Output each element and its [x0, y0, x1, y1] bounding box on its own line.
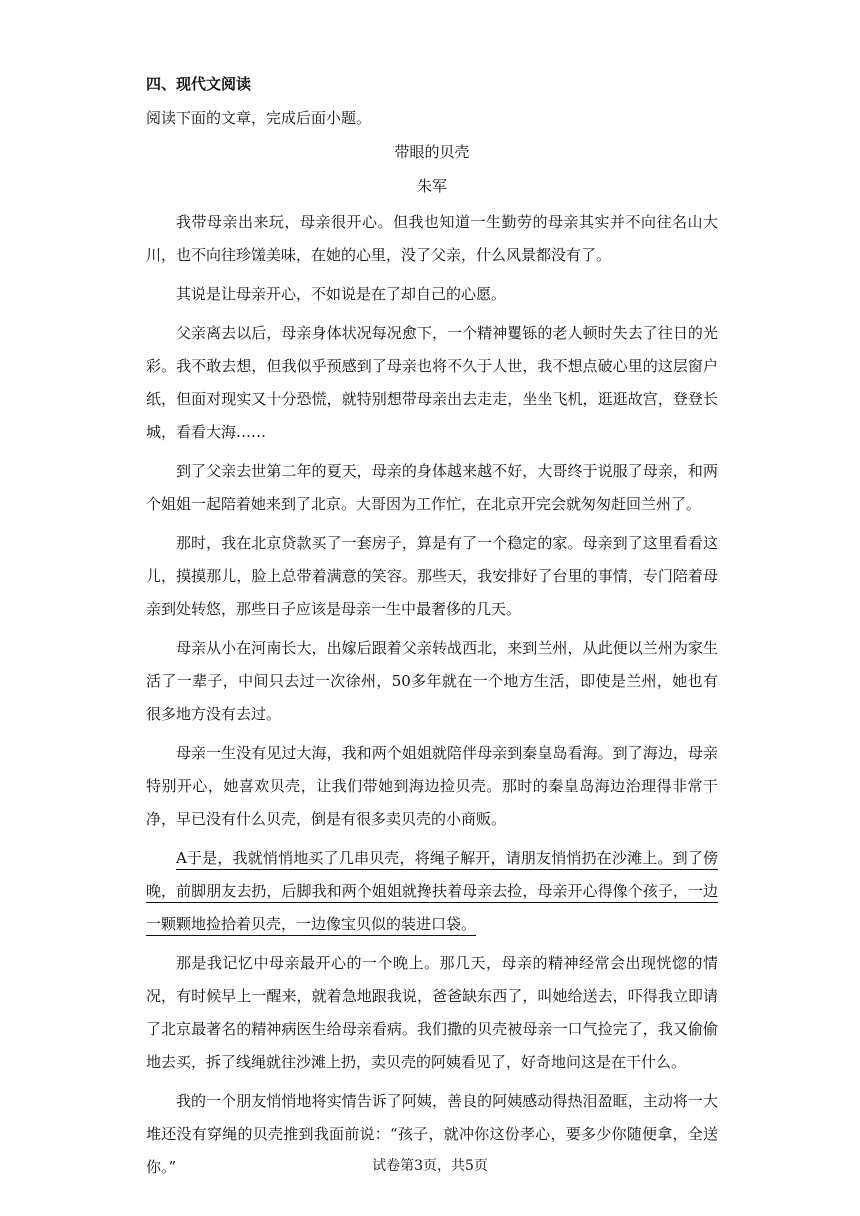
article-paragraph-2: 其说是让母亲开心，不如说是在了却自己的心愿。	[176, 285, 507, 303]
section-title: 四、现代文阅读	[146, 75, 252, 93]
article-paragraph-9: 那是我记忆中母亲最开心的一个晚上。那几天，母亲的精神经常会出现恍惚的情况，有时候早上一醒来，就着急地跟我说，爸爸缺东西了，叫她给送去，吓得我立即请了北京最著名的精神病医生给母亲看病。我们撒的贝壳被母亲一口气捡完了，我又偷偷地去买，拆了线绳就往沙滩上扔，卖贝壳的阿姨看见了，好奇地问这是在干什么。	[146, 954, 718, 1071]
article-paragraph-4: 到了父亲去世第二年的夏天，母亲的身体越来越不好，大哥终于说服了母亲，和两个姐姐一起陪着她来到了北京。大哥因为工作忙，在北京开完会就匆匆赶回兰州了。	[146, 462, 718, 513]
article-paragraph-7: 母亲一生没有见过大海，我和两个姐姐就陪伴母亲到秦皇岛看海。到了海边，母亲特别开心，她喜欢贝壳，让我们带她到海边捡贝壳。那时的秦皇岛海边治理得非常干净，早已没有什么贝壳，倒是有很多卖贝壳的小商贩。	[146, 744, 718, 828]
article-paragraph-10: 我的一个朋友悄悄地将实情告诉了阿姨，善良的阿姨感动得热泪盈眶，主动将一大堆还没有穿绳的贝壳推到我面前说：“孩子，就冲你这份孝心，要多少你随便拿，全送你。”	[146, 1092, 718, 1176]
article-paragraph-6: 母亲从小在河南长大，出嫁后跟着父亲转战西北，来到兰州，从此便以兰州为家生活了一辈子，中间只去过一次徐州，50多年就在一个地方生活，即使是兰州，她也有很多地方没有去过。	[146, 639, 718, 723]
article-author: 朱军	[416, 177, 447, 195]
article-paragraph-5: 那时，我在北京贷款买了一套房子，算是有了一个稳定的家。母亲到了这里看看这儿，摸摸那儿，脸上总带着满意的笑容。那些天，我安排好了台里的事情，专门陪着母亲到处转悠，那些日子应该是母亲一生中最奢侈的几天。	[146, 534, 718, 618]
article-title: 带眼的贝壳	[394, 143, 470, 161]
page-footer: 试卷第3页，共5页	[372, 1158, 488, 1174]
article-paragraph-1: 我带母亲出来玩，母亲很开心。但我也知道一生勤劳的母亲其实并不向往名山大川，也不向往珍馐美味，在她的心里，没了父亲，什么风景都没有了。	[146, 213, 718, 264]
article-paragraph-3: 父亲离去以后，母亲身体状况每况愈下，一个精神矍铄的老人顿时失去了往日的光彩。我不敢去想，但我似乎预感到了母亲也将不久于人世，我不想点破心里的这层窗户纸，但面对现实又十分恐慌，就特别想带母亲出去走走，坐坐飞机，逛逛故宫，登登长城，看看大海……	[146, 324, 718, 441]
exam-page-content	[146, 70, 718, 1190]
reading-instruction: 阅读下面的文章，完成后面小题。	[146, 109, 372, 127]
article-paragraph-a-underlined: A于是，我就悄悄地买了几串贝壳，将绳子解开，请朋友悄悄扔在沙滩上。到了傍晚，前脚朋友去扔，后脚我和两个姐姐就搀扶着母亲去捡，母亲开心得像个孩子，一边一颗颗地捡拾着贝壳，一边像宝贝似的装进口袋。	[146, 849, 718, 933]
